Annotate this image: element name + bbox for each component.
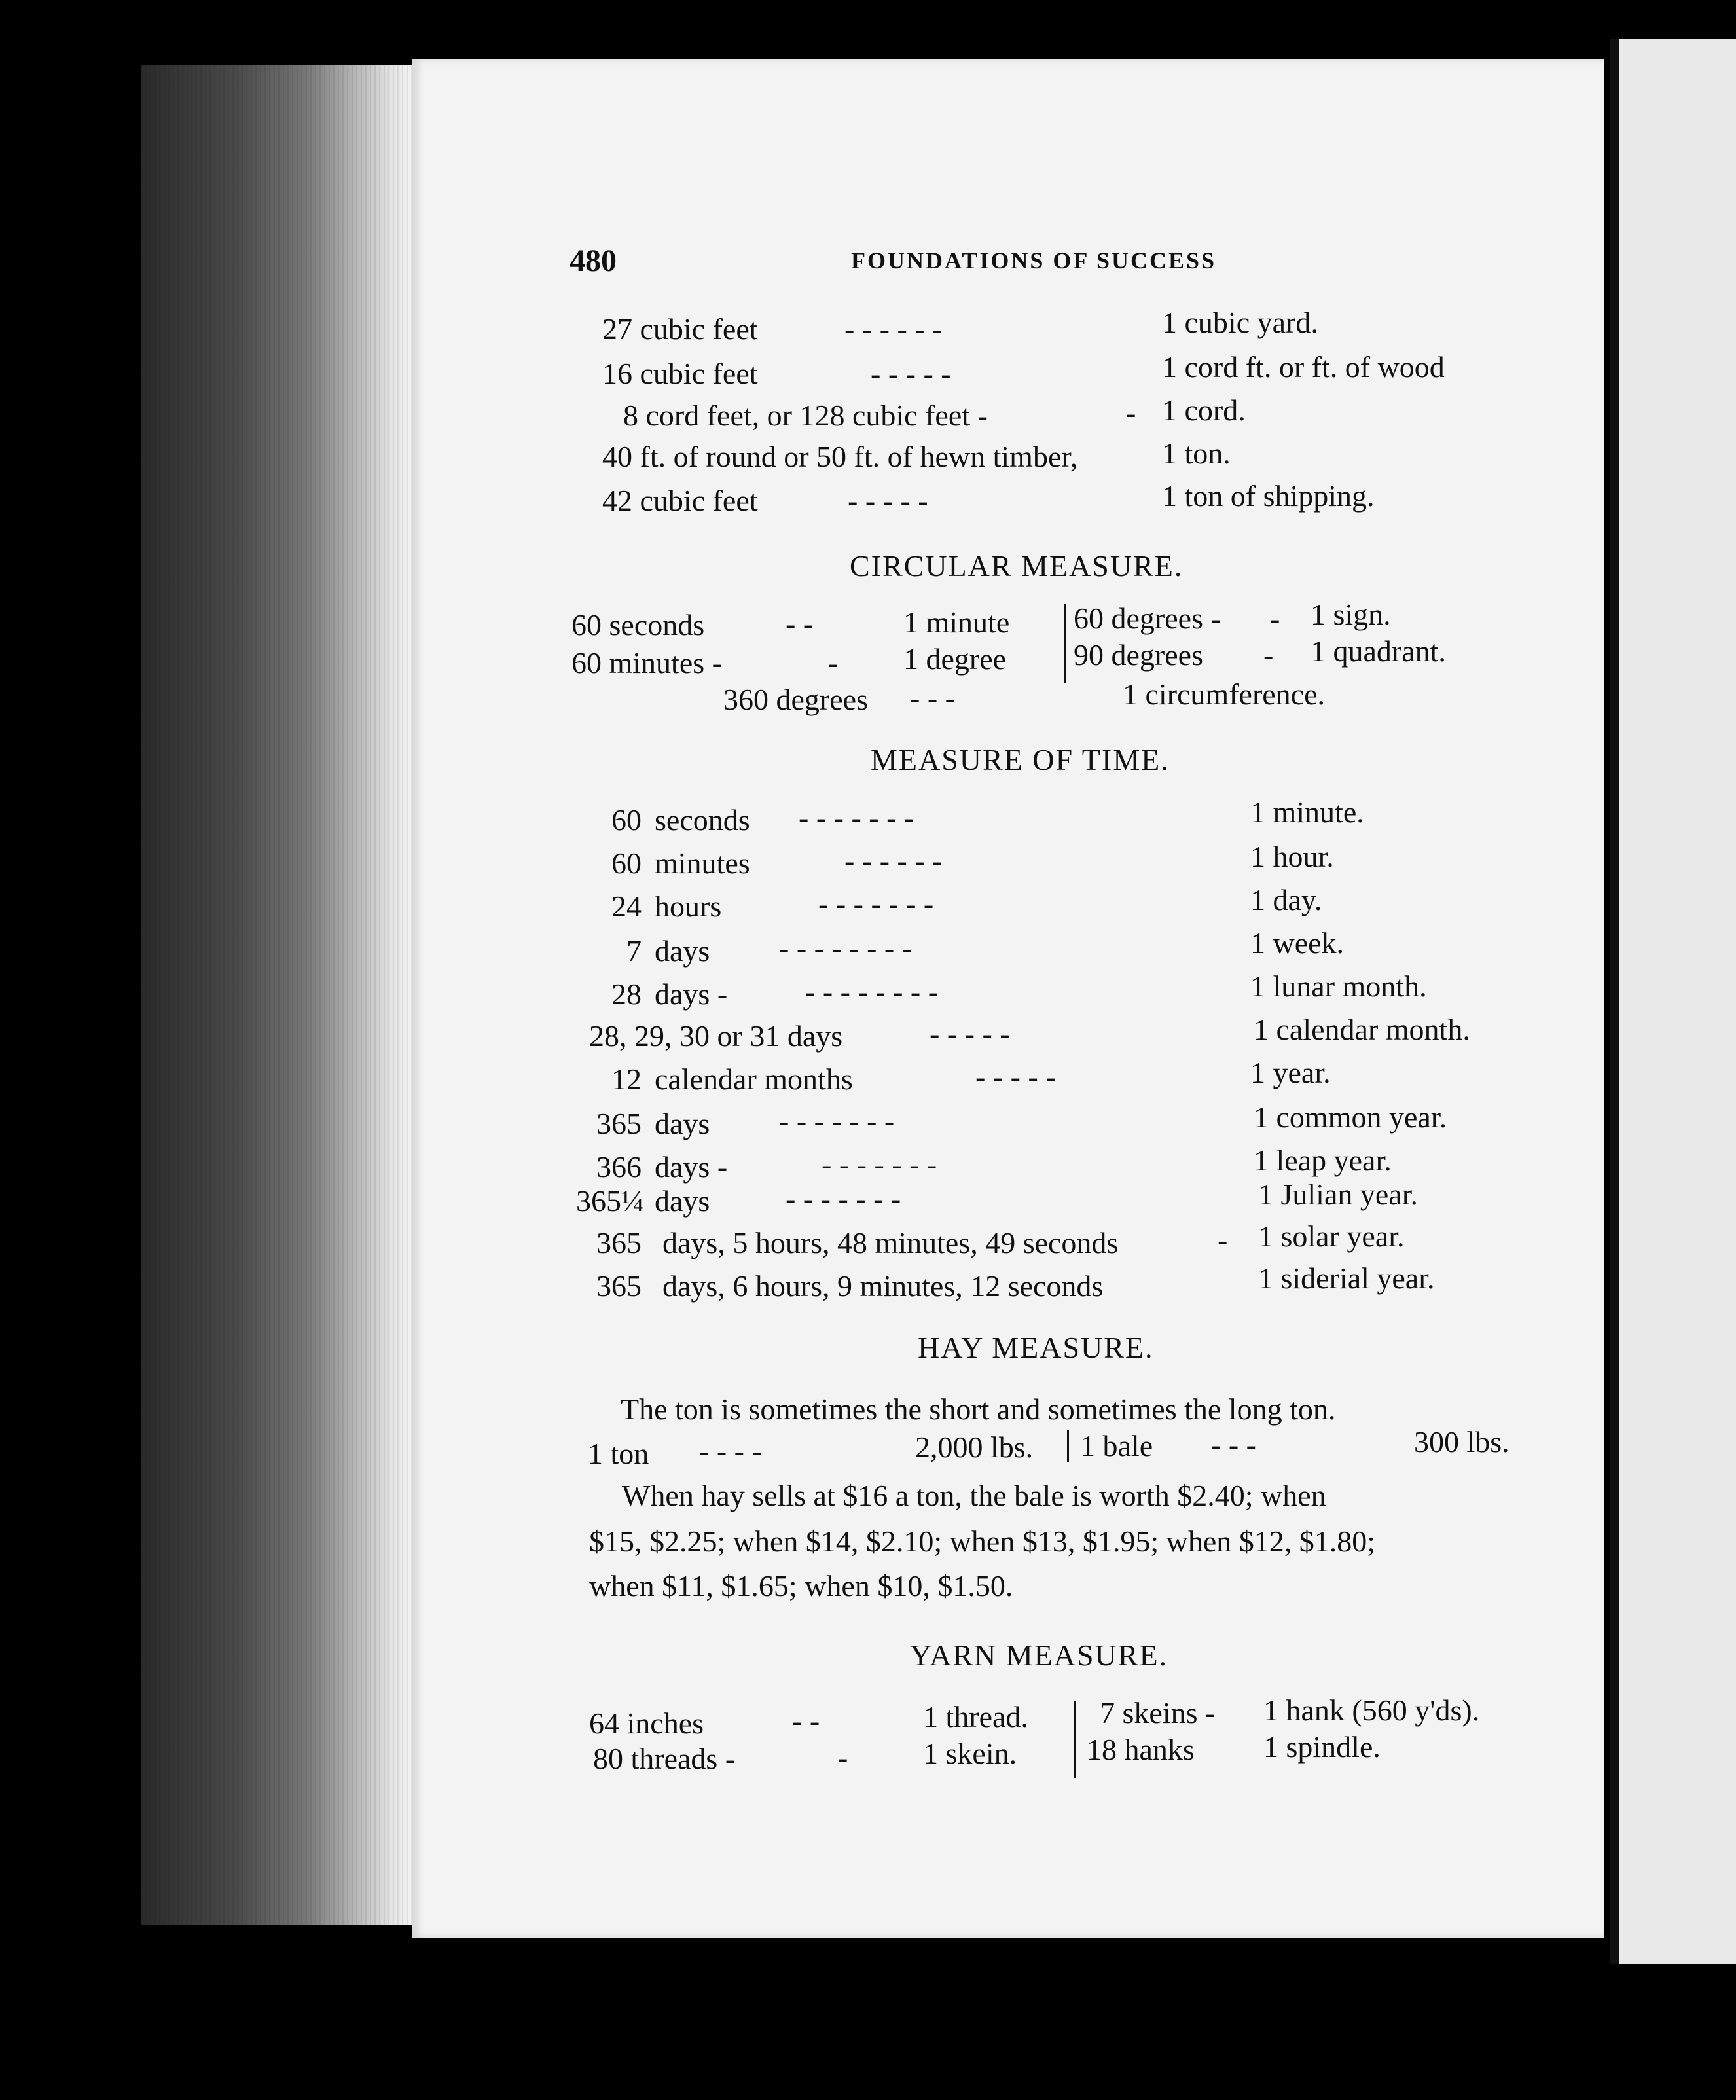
page-edge-stack: [141, 65, 416, 1925]
time-row-7-dashes: - - - - -: [975, 1060, 1056, 1093]
cubic-row-5-dashes: - - - - -: [848, 484, 928, 517]
book-page: [412, 59, 1604, 1938]
circular-right-row-1-dashes: -: [1270, 602, 1280, 635]
cubic-row-3-left: 8 cord feet, or 128 cubic feet -: [623, 399, 988, 432]
circular-left-row-1-left: 60 seconds: [571, 608, 705, 642]
time-row-5-unit: days -: [655, 977, 728, 1011]
hay-ton-dashes: - - - -: [699, 1434, 762, 1468]
circular-left-row-1-right: 1 minute: [903, 606, 1010, 639]
hay-bale-label: 1 bale: [1080, 1429, 1153, 1462]
time-row-11-right: 1 solar year.: [1258, 1220, 1405, 1253]
yarn-measure-title: YARN MEASURE.: [910, 1638, 1168, 1672]
hay-para-line-2: $15, $2.25; when $14, $2.10; when $13, $1.95; when $12, $1.80;: [589, 1525, 1376, 1558]
facing-page-edge: [1610, 39, 1736, 1964]
hay-ton-label: 1 ton: [588, 1437, 649, 1470]
time-row-4-unit: days: [655, 934, 710, 968]
time-row-5-right: 1 lunar month.: [1250, 969, 1427, 1003]
cubic-row-5-left: 42 cubic feet: [602, 484, 758, 517]
time-row-9-dashes: - - - - - - -: [822, 1148, 937, 1181]
yarn-left-row-2-right: 1 skein.: [923, 1737, 1017, 1770]
hay-intro: The ton is sometimes the short and sometimes the long ton.: [621, 1392, 1336, 1426]
circular-right-row-2-right: 1 quadrant.: [1311, 634, 1446, 668]
time-row-10-unit: days: [655, 1184, 710, 1218]
time-row-12-unit: days, 6 hours, 9 minutes, 12 seconds: [662, 1269, 1104, 1303]
time-row-12-right: 1 siderial year.: [1258, 1261, 1435, 1295]
cubic-row-2-right: 1 cord ft. or ft. of wood: [1162, 350, 1445, 384]
time-row-8-right: 1 common year.: [1254, 1100, 1447, 1134]
circular-left-row-2-left: 60 minutes -: [571, 646, 722, 679]
circular-left-row-1-dashes: - -: [786, 607, 814, 640]
time-row-1-unit: seconds: [655, 803, 750, 837]
running-title: FOUNDATIONS OF SUCCESS: [851, 247, 1217, 274]
yarn-column-divider: [1074, 1701, 1076, 1778]
yarn-left-row-2-dashes: -: [838, 1741, 848, 1774]
time-row-3-unit: hours: [655, 890, 722, 923]
time-row-2-num: 60: [611, 846, 642, 880]
time-row-7-num: 12: [611, 1062, 642, 1096]
time-row-3-dashes: - - - - - - -: [818, 887, 934, 920]
circular-column-divider: [1064, 604, 1066, 683]
yarn-left-row-1-left: 64 inches: [589, 1707, 704, 1740]
time-row-10-right: 1 Julian year.: [1258, 1178, 1418, 1211]
hay-bale-dashes: - - -: [1211, 1428, 1256, 1461]
cubic-row-3-right: 1 cord.: [1162, 393, 1246, 427]
time-measure-title: MEASURE OF TIME.: [871, 743, 1170, 776]
time-row-6-num: 28, 29, 30 or 31 days: [589, 1019, 843, 1053]
time-row-6-right: 1 calendar month.: [1254, 1013, 1470, 1046]
circular-last-row-dashes: - - -: [910, 681, 955, 715]
yarn-right-row-2-left: 18 hanks: [1087, 1733, 1195, 1766]
cubic-row-1-left: 27 cubic feet: [602, 312, 758, 346]
time-row-2-dashes: - - - - - -: [844, 844, 943, 877]
cubic-row-1-dashes: - - - - - -: [844, 312, 943, 346]
hay-measure-title: HAY MEASURE.: [918, 1331, 1154, 1364]
cubic-row-3-dashes: -: [1126, 396, 1136, 429]
circular-right-row-2-dashes: -: [1263, 638, 1274, 672]
hay-column-divider: [1067, 1430, 1069, 1462]
cubic-row-2-dashes: - - - - -: [871, 357, 951, 390]
time-row-1-right: 1 minute.: [1250, 795, 1364, 829]
time-row-9-unit: days -: [655, 1150, 728, 1184]
time-row-8-num: 365: [596, 1107, 642, 1140]
time-row-9-num: 366: [596, 1150, 642, 1184]
time-row-5-dashes: - - - - - - - -: [805, 975, 939, 1008]
time-row-3-num: 24: [611, 890, 642, 923]
time-row-3-right: 1 day.: [1250, 883, 1322, 916]
page-content: [412, 59, 1604, 1938]
time-row-10-dashes: - - - - - - -: [786, 1182, 901, 1215]
cubic-row-4-right: 1 ton.: [1162, 437, 1231, 470]
time-row-8-dashes: - - - - - - -: [779, 1104, 895, 1138]
hay-bale-value: 300 lbs.: [1414, 1425, 1510, 1458]
circular-left-row-2-dashes: -: [828, 646, 839, 679]
time-row-2-right: 1 hour.: [1250, 840, 1334, 873]
cubic-row-5-right: 1 ton of shipping.: [1162, 479, 1375, 513]
hay-para-line-1: When hay sells at $16 a ton, the bale is worth $2.40; when: [622, 1479, 1326, 1512]
yarn-left-row-1-dashes: - -: [792, 1704, 820, 1737]
yarn-left-row-2-left: 80 threads -: [593, 1742, 736, 1775]
time-row-4-dashes: - - - - - - - -: [779, 932, 913, 965]
time-row-4-num: 7: [626, 934, 642, 968]
circular-measure-title: CIRCULAR MEASURE.: [850, 549, 1184, 583]
circular-last-row-right: 1 circumference.: [1123, 678, 1326, 711]
circular-right-row-2-left: 90 degrees: [1074, 638, 1203, 672]
time-row-2-unit: minutes: [655, 846, 750, 880]
yarn-left-row-1-right: 1 thread.: [923, 1700, 1028, 1733]
hay-ton-value: 2,000 lbs.: [915, 1430, 1034, 1464]
time-row-12-num: 365: [596, 1269, 642, 1303]
time-row-7-right: 1 year.: [1250, 1056, 1331, 1089]
time-row-5-num: 28: [611, 977, 642, 1011]
cubic-row-1-right: 1 cubic yard.: [1162, 306, 1318, 339]
time-row-7-unit: calendar months: [655, 1062, 853, 1096]
hay-para-line-3: when $11, $1.65; when $10, $1.50.: [589, 1569, 1013, 1602]
circular-right-row-1-left: 60 degrees -: [1074, 602, 1221, 635]
time-row-11-unit: days, 5 hours, 48 minutes, 49 seconds: [662, 1226, 1119, 1259]
circular-right-row-1-right: 1 sign.: [1311, 598, 1391, 631]
yarn-right-row-1-left: 7 skeins -: [1100, 1696, 1216, 1729]
time-row-4-right: 1 week.: [1250, 926, 1345, 960]
yarn-right-row-1-right: 1 hank (560 y'ds).: [1263, 1693, 1480, 1727]
time-row-11-num: 365: [596, 1226, 642, 1259]
circular-last-row-left: 360 degrees: [723, 683, 868, 716]
time-row-10-num: 365¼: [576, 1184, 644, 1218]
time-row-1-dashes: - - - - - - -: [799, 801, 914, 834]
page-number: 480: [570, 244, 617, 278]
circular-left-row-2-right: 1 degree: [903, 642, 1007, 676]
cubic-row-4-left: 40 ft. of round or 50 ft. of hewn timber,: [602, 440, 1078, 473]
time-row-1-num: 60: [611, 803, 642, 837]
cubic-row-2-left: 16 cubic feet: [602, 357, 758, 390]
time-row-9-right: 1 leap year.: [1254, 1144, 1392, 1177]
time-row-11-dashes: -: [1218, 1223, 1228, 1257]
time-row-6-dashes: - - - - -: [930, 1017, 1010, 1050]
yarn-right-row-2-right: 1 spindle.: [1263, 1730, 1381, 1764]
time-row-8-unit: days: [655, 1107, 710, 1140]
